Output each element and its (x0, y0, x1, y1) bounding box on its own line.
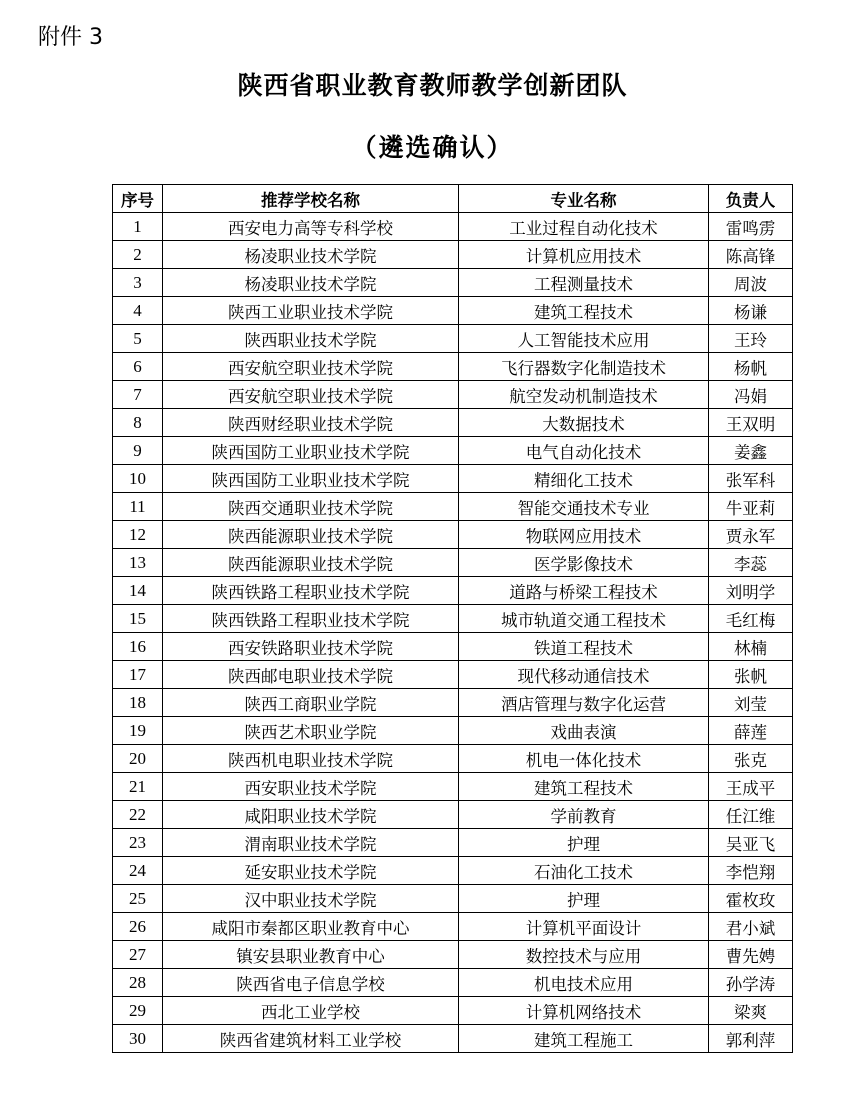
cell-school: 陕西国防工业职业技术学院 (163, 465, 459, 493)
cell-index: 22 (113, 801, 163, 829)
cell-major: 工程测量技术 (459, 269, 709, 297)
table-body (113, 213, 793, 1053)
cell-school: 陕西邮电职业技术学院 (163, 661, 459, 689)
cell-index: 29 (113, 997, 163, 1025)
cell-leader: 吴亚飞 (709, 829, 793, 857)
cell-school: 陕西省电子信息学校 (163, 969, 459, 997)
table-row (113, 913, 793, 941)
cell-school: 陕西艺术职业学院 (163, 717, 459, 745)
table-row (113, 857, 793, 885)
cell-index: 11 (113, 493, 163, 521)
cell-leader: 毛红梅 (709, 605, 793, 633)
cell-leader: 冯娟 (709, 381, 793, 409)
cell-major: 现代移动通信技术 (459, 661, 709, 689)
table-row (113, 493, 793, 521)
cell-school: 陕西工商职业学院 (163, 689, 459, 717)
cell-major: 建筑工程技术 (459, 773, 709, 801)
cell-major: 护理 (459, 829, 709, 857)
cell-school: 陕西铁路工程职业技术学院 (163, 577, 459, 605)
cell-leader: 李蕊 (709, 549, 793, 577)
cell-major: 机电技术应用 (459, 969, 709, 997)
table-row (113, 969, 793, 997)
cell-school: 西安职业技术学院 (163, 773, 459, 801)
cell-leader: 李恺翔 (709, 857, 793, 885)
cell-leader: 刘明学 (709, 577, 793, 605)
cell-index: 3 (113, 269, 163, 297)
cell-major: 建筑工程技术 (459, 297, 709, 325)
cell-school: 汉中职业技术学院 (163, 885, 459, 913)
table-header-row (113, 185, 793, 213)
cell-index: 5 (113, 325, 163, 353)
table-row (113, 213, 793, 241)
cell-school: 西安铁路职业技术学院 (163, 633, 459, 661)
table-row (113, 437, 793, 465)
cell-school: 西安航空职业技术学院 (163, 381, 459, 409)
cell-major: 护理 (459, 885, 709, 913)
cell-school: 陕西交通职业技术学院 (163, 493, 459, 521)
cell-major: 数控技术与应用 (459, 941, 709, 969)
cell-index: 24 (113, 857, 163, 885)
cell-major: 飞行器数字化制造技术 (459, 353, 709, 381)
cell-major: 道路与桥梁工程技术 (459, 577, 709, 605)
cell-index: 17 (113, 661, 163, 689)
table-row (113, 325, 793, 353)
cell-major: 石油化工技术 (459, 857, 709, 885)
cell-major: 戏曲表演 (459, 717, 709, 745)
cell-index: 18 (113, 689, 163, 717)
table-row (113, 549, 793, 577)
cell-index: 19 (113, 717, 163, 745)
cell-index: 30 (113, 1025, 163, 1053)
cell-school: 延安职业技术学院 (163, 857, 459, 885)
cell-index: 10 (113, 465, 163, 493)
cell-major: 城市轨道交通工程技术 (459, 605, 709, 633)
cell-leader: 牛亚莉 (709, 493, 793, 521)
cell-leader: 刘莹 (709, 689, 793, 717)
cell-school: 陕西省建筑材料工业学校 (163, 1025, 459, 1053)
cell-leader: 曹先娉 (709, 941, 793, 969)
cell-leader: 霍枚玫 (709, 885, 793, 913)
cell-school: 杨凌职业技术学院 (163, 269, 459, 297)
cell-leader: 雷鸣雳 (709, 213, 793, 241)
cell-school: 渭南职业技术学院 (163, 829, 459, 857)
cell-leader: 杨帆 (709, 353, 793, 381)
table-row (113, 577, 793, 605)
cell-index: 8 (113, 409, 163, 437)
cell-major: 智能交通技术专业 (459, 493, 709, 521)
cell-leader: 张帆 (709, 661, 793, 689)
cell-index: 27 (113, 941, 163, 969)
cell-school: 杨凌职业技术学院 (163, 241, 459, 269)
cell-major: 大数据技术 (459, 409, 709, 437)
cell-school: 镇安县职业教育中心 (163, 941, 459, 969)
table-row (113, 829, 793, 857)
cell-leader: 王玲 (709, 325, 793, 353)
cell-major: 铁道工程技术 (459, 633, 709, 661)
table-row (113, 801, 793, 829)
table-row (113, 1025, 793, 1053)
attachment-label: 附件 3 (38, 25, 103, 50)
cell-index: 2 (113, 241, 163, 269)
cell-leader: 张军科 (709, 465, 793, 493)
table-row (113, 885, 793, 913)
cell-major: 学前教育 (459, 801, 709, 829)
table-row (113, 717, 793, 745)
cell-leader: 薛莲 (709, 717, 793, 745)
header-major: 专业名称 (459, 185, 709, 213)
cell-leader: 姜鑫 (709, 437, 793, 465)
cell-leader: 贾永军 (709, 521, 793, 549)
table-row (113, 353, 793, 381)
cell-major: 精细化工技术 (459, 465, 709, 493)
cell-school: 陕西国防工业职业技术学院 (163, 437, 459, 465)
table-row (113, 521, 793, 549)
cell-school: 陕西职业技术学院 (163, 325, 459, 353)
cell-leader: 张克 (709, 745, 793, 773)
cell-index: 28 (113, 969, 163, 997)
table-row (113, 269, 793, 297)
cell-leader: 君小斌 (709, 913, 793, 941)
cell-school: 陕西机电职业技术学院 (163, 745, 459, 773)
table-row (113, 689, 793, 717)
cell-leader: 郭利萍 (709, 1025, 793, 1053)
cell-index: 25 (113, 885, 163, 913)
table-row (113, 605, 793, 633)
cell-leader: 陈高锋 (709, 241, 793, 269)
cell-major: 电气自动化技术 (459, 437, 709, 465)
cell-school: 咸阳职业技术学院 (163, 801, 459, 829)
cell-index: 1 (113, 213, 163, 241)
cell-index: 9 (113, 437, 163, 465)
table-row (113, 297, 793, 325)
cell-major: 计算机应用技术 (459, 241, 709, 269)
cell-school: 西安电力高等专科学校 (163, 213, 459, 241)
cell-major: 建筑工程施工 (459, 1025, 709, 1053)
cell-school: 陕西能源职业技术学院 (163, 549, 459, 577)
cell-index: 14 (113, 577, 163, 605)
cell-major: 工业过程自动化技术 (459, 213, 709, 241)
cell-major: 计算机平面设计 (459, 913, 709, 941)
table-row (113, 745, 793, 773)
cell-index: 26 (113, 913, 163, 941)
cell-index: 20 (113, 745, 163, 773)
cell-leader: 任江维 (709, 801, 793, 829)
cell-index: 7 (113, 381, 163, 409)
table-row (113, 409, 793, 437)
cell-leader: 王成平 (709, 773, 793, 801)
table-row (113, 465, 793, 493)
header-index: 序号 (113, 185, 163, 213)
header-school: 推荐学校名称 (163, 185, 459, 213)
cell-index: 21 (113, 773, 163, 801)
cell-index: 16 (113, 633, 163, 661)
header-leader: 负责人 (709, 185, 793, 213)
team-list-table (112, 184, 793, 1053)
table-row (113, 633, 793, 661)
cell-index: 4 (113, 297, 163, 325)
cell-leader: 王双明 (709, 409, 793, 437)
table-row (113, 997, 793, 1025)
cell-major: 医学影像技术 (459, 549, 709, 577)
cell-major: 机电一体化技术 (459, 745, 709, 773)
cell-leader: 孙学涛 (709, 969, 793, 997)
cell-school: 西安航空职业技术学院 (163, 353, 459, 381)
cell-index: 13 (113, 549, 163, 577)
cell-school: 陕西铁路工程职业技术学院 (163, 605, 459, 633)
table-row (113, 661, 793, 689)
table-row (113, 381, 793, 409)
document-subtitle: （遴选确认） (351, 133, 514, 162)
cell-index: 12 (113, 521, 163, 549)
cell-leader: 杨谦 (709, 297, 793, 325)
cell-leader: 周波 (709, 269, 793, 297)
document-title: 陕西省职业教育教师教学创新团队 (237, 71, 628, 100)
cell-school: 咸阳市秦都区职业教育中心 (163, 913, 459, 941)
cell-major: 酒店管理与数字化运营 (459, 689, 709, 717)
table-row (113, 773, 793, 801)
table-row (113, 241, 793, 269)
cell-major: 计算机网络技术 (459, 997, 709, 1025)
cell-school: 西北工业学校 (163, 997, 459, 1025)
cell-major: 航空发动机制造技术 (459, 381, 709, 409)
cell-major: 物联网应用技术 (459, 521, 709, 549)
table-row (113, 941, 793, 969)
cell-index: 6 (113, 353, 163, 381)
cell-leader: 林楠 (709, 633, 793, 661)
cell-school: 陕西财经职业技术学院 (163, 409, 459, 437)
cell-major: 人工智能技术应用 (459, 325, 709, 353)
cell-leader: 梁爽 (709, 997, 793, 1025)
cell-index: 23 (113, 829, 163, 857)
cell-school: 陕西工业职业技术学院 (163, 297, 459, 325)
cell-index: 15 (113, 605, 163, 633)
cell-school: 陕西能源职业技术学院 (163, 521, 459, 549)
